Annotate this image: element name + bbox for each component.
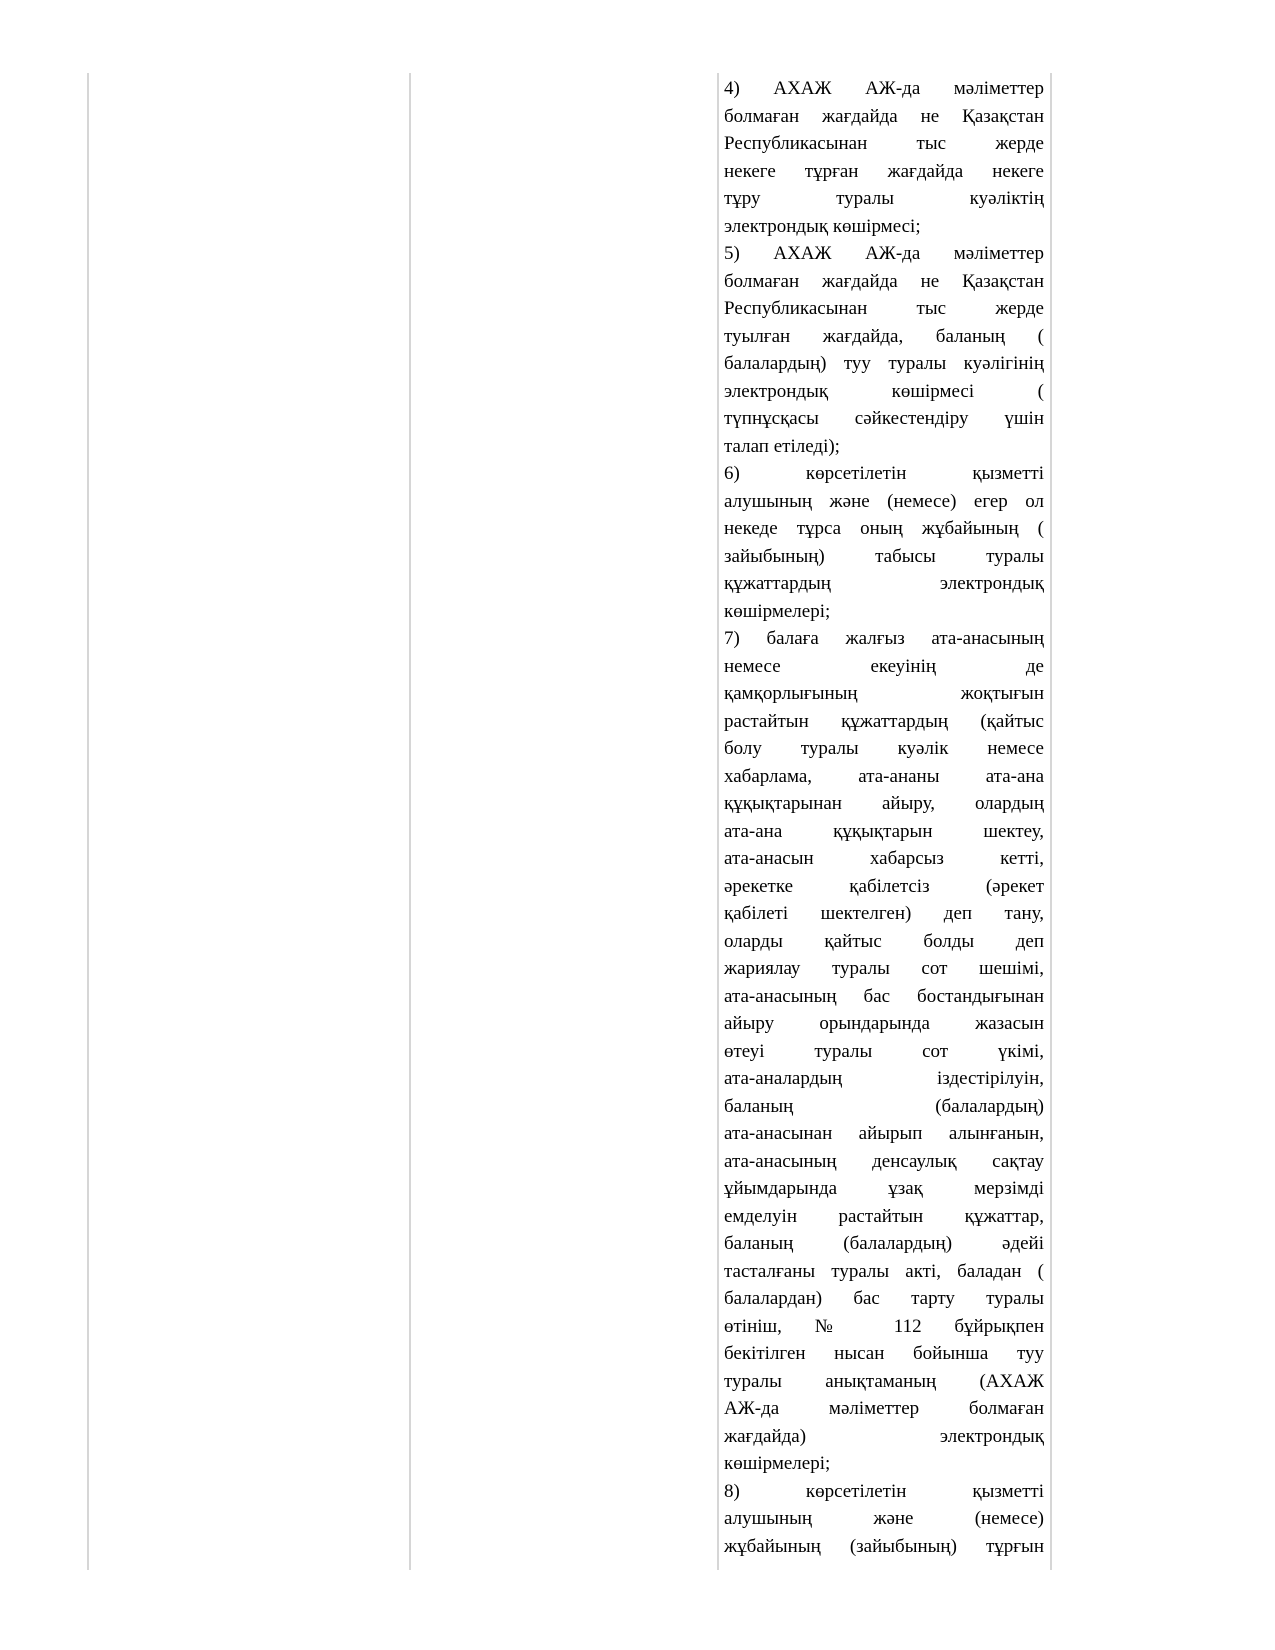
text-line: ата-ана құқықтарын шектеу, — [724, 820, 1044, 842]
table-cell-requirements-text — [717, 73, 1052, 1570]
text-line: қамқорлығының жоқтығын — [724, 683, 1044, 704]
text-line: ата-анасының бас бостандығынан — [724, 985, 1044, 1007]
text-line: баланың (балалардың) әдейі — [724, 1233, 1044, 1254]
text-line: Республикасынан тыс жерде — [724, 133, 1044, 154]
text-line: алушының және (немесе) егер ол — [724, 490, 1044, 512]
text-line: түпнұсқасы сәйкестендіру үшін — [724, 408, 1044, 429]
text-line: ұйымдарында ұзақ мерзімді — [724, 1178, 1044, 1199]
text-line: 5) АХАЖ АЖ-да мәліметтер — [724, 243, 1044, 264]
paragraph-item-5 — [724, 240, 1044, 460]
paragraph-item-6 — [724, 460, 1044, 625]
text-line: тасталғаны туралы акті, баладан ( — [724, 1260, 1044, 1282]
text-line: растайтын құжаттардың (қайтыс — [724, 710, 1044, 732]
table-row — [87, 73, 1052, 1570]
text-line: Республикасынан тыс жерде — [724, 298, 1044, 319]
table-cell-empty-2 — [409, 73, 717, 1570]
text-line: туралы анықтаманың (АХАЖ — [724, 1370, 1044, 1392]
text-line: немесе екеуінің де — [724, 655, 1044, 677]
text-line: әрекетке қабілетсіз (әрекет — [724, 875, 1044, 897]
text-line: 8) көрсетілетін қызметті — [724, 1480, 1044, 1502]
text-line: ата-аналардың іздестірілуін, — [724, 1068, 1044, 1089]
text-line: өтініш, № 112 бұйрықпен — [724, 1315, 1044, 1337]
text-line: 7) балаға жалғыз ата-анасының — [724, 628, 1044, 649]
text-line: ата-анасын хабарсыз кетті, — [724, 848, 1044, 869]
text-line: баланың (балалардың) — [724, 1095, 1044, 1117]
text-line: некеде тұрса оның жұбайының ( — [724, 518, 1044, 539]
text-line: 4) АХАЖ АЖ-да мәліметтер — [724, 78, 1044, 99]
text-line: АЖ-да мәліметтер болмаған — [724, 1398, 1044, 1419]
text-line: ата-анасының денсаулық сақтау — [724, 1150, 1044, 1172]
text-line: ата-анасынан айырып алынғанын, — [724, 1123, 1044, 1144]
paragraph-item-7 — [724, 625, 1044, 1478]
text-line: қабілеті шектелген) деп тану, — [724, 903, 1044, 924]
text-line: көшірмелері; — [724, 600, 831, 622]
text-line: жағдайда) электрондық — [724, 1425, 1044, 1447]
text-line: өтеуі туралы сот үкімі, — [724, 1040, 1044, 1062]
text-line: электрондық көшірмесі ( — [724, 380, 1044, 402]
table-cell-empty-1 — [87, 73, 409, 1570]
text-line: тұру туралы куәліктің — [724, 188, 1044, 209]
text-line: көшірмелері; — [724, 1453, 831, 1474]
text-line: хабарлама, ата-ананы ата-ана — [724, 765, 1044, 787]
text-line: талап етіледі); — [724, 435, 840, 457]
text-line: электрондық көшірмесі; — [724, 215, 921, 237]
text-line: 6) көрсетілетін қызметті — [724, 463, 1044, 484]
paragraph-item-8 — [724, 1478, 1044, 1561]
text-line: болмаған жағдайда не Қазақстан — [724, 270, 1044, 292]
text-line: емделуін растайтын құжаттар, — [724, 1205, 1044, 1227]
text-line: бекітілген нысан бойынша туу — [724, 1343, 1044, 1364]
text-line: жұбайының (зайыбының) тұрғын — [724, 1535, 1044, 1557]
text-line: некеге тұрған жағдайда некеге — [724, 160, 1044, 182]
text-line: болмаған жағдайда не Қазақстан — [724, 105, 1044, 127]
text-line: жариялау туралы сот шешімі, — [724, 958, 1044, 979]
text-line: болу туралы куәлік немесе — [724, 738, 1044, 759]
text-line: балалардан) бас тарту туралы — [724, 1288, 1044, 1309]
text-line: туылған жағдайда, баланың ( — [724, 325, 1044, 347]
text-line: алушының және (немесе) — [724, 1508, 1044, 1529]
paragraph-item-4 — [724, 75, 1044, 240]
text-line: оларды қайтыс болды деп — [724, 930, 1044, 952]
text-line: құжаттардың электрондық — [724, 573, 1044, 594]
text-line: зайыбының) табысы туралы — [724, 545, 1044, 567]
text-line: айыру орындарында жазасын — [724, 1013, 1044, 1034]
text-line: құқықтарынан айыру, олардың — [724, 793, 1044, 814]
text-line: балалардың) туу туралы куәлігінің — [724, 353, 1044, 374]
